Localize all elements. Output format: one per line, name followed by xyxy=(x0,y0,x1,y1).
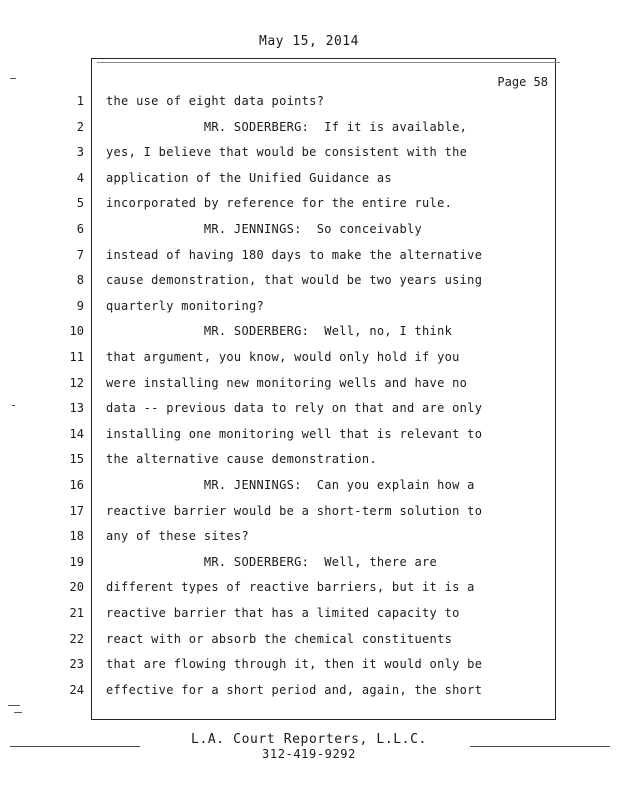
scan-speck xyxy=(14,712,22,713)
transcript-line xyxy=(56,376,556,396)
line-number: 10 xyxy=(69,324,84,339)
transcript-line xyxy=(56,401,556,421)
transcript-line xyxy=(56,683,556,703)
transcript-line xyxy=(56,171,556,191)
line-number: 13 xyxy=(69,401,84,416)
line-text: that are flowing through it, then it would only be xyxy=(106,657,483,672)
line-number: 9 xyxy=(76,298,84,313)
line-number: 11 xyxy=(69,350,84,364)
transcript-line xyxy=(56,606,556,626)
line-text: quarterly monitoring? xyxy=(106,298,265,313)
line-text: MR. SODERBERG: If it is available, xyxy=(106,119,468,134)
transcript-line xyxy=(56,555,556,575)
line-number: 22 xyxy=(69,631,84,646)
line-number: 7 xyxy=(76,247,84,262)
line-text: reactive barrier that has a limited capacity to xyxy=(106,606,460,620)
page-number: Page 58 xyxy=(497,75,548,89)
transcript-line xyxy=(56,196,556,216)
transcript-line xyxy=(56,273,556,293)
transcript-line xyxy=(56,324,556,344)
frame-shadow xyxy=(97,62,560,63)
line-number: 15 xyxy=(69,452,84,467)
transcript-line xyxy=(56,222,556,242)
scan-speck xyxy=(12,405,15,406)
line-text: were installing new monitoring wells and have no xyxy=(106,375,468,390)
line-text: any of these sites? xyxy=(106,529,249,544)
footer-firm: L.A. Court Reporters, L.L.C. xyxy=(191,732,427,747)
line-number: 20 xyxy=(69,580,84,595)
transcript-line xyxy=(56,350,556,370)
line-number: 17 xyxy=(69,503,84,518)
line-text: instead of having 180 days to make the alternative xyxy=(106,247,483,262)
line-text: yes, I believe that would be consistent with the xyxy=(106,145,468,160)
transcript-line xyxy=(56,657,556,677)
line-text: the use of eight data points? xyxy=(106,94,325,108)
transcript-line xyxy=(56,94,556,114)
transcript-line xyxy=(56,632,556,652)
scan-speck xyxy=(8,705,20,706)
line-number: 6 xyxy=(76,222,84,236)
line-text: MR. SODERBERG: Well, there are xyxy=(106,554,438,569)
line-number: 24 xyxy=(69,682,84,697)
transcript-line xyxy=(56,452,556,472)
transcript-line xyxy=(56,248,556,268)
transcript-line xyxy=(56,529,556,549)
line-number: 4 xyxy=(76,170,84,185)
line-number: 12 xyxy=(69,375,84,390)
line-text: the alternative cause demonstration. xyxy=(106,452,377,467)
line-text: MR. SODERBERG: Well, no, I think xyxy=(106,324,453,339)
line-number: 5 xyxy=(76,196,84,211)
line-number: 1 xyxy=(76,94,84,108)
line-text: different types of reactive barriers, but it is a xyxy=(106,580,475,595)
line-number: 19 xyxy=(69,554,84,569)
line-text: incorporated by reference for the entire rule. xyxy=(106,196,453,211)
scan-speck xyxy=(10,78,16,79)
line-number: 3 xyxy=(76,145,84,160)
transcript-line xyxy=(56,299,556,319)
transcript-line xyxy=(56,504,556,524)
transcript-line xyxy=(56,145,556,165)
line-text: reactive barrier would be a short-term solution to xyxy=(106,503,483,518)
line-text: react with or absorb the chemical constituents xyxy=(106,631,453,646)
footer-phone: 312-419-9292 xyxy=(262,747,356,761)
transcript-line xyxy=(56,427,556,447)
line-text: data -- previous data to rely on that and are only xyxy=(106,401,483,416)
line-text: cause demonstration, that would be two years using xyxy=(106,273,483,288)
line-number: 18 xyxy=(69,529,84,544)
line-number: 8 xyxy=(76,273,84,288)
line-text: application of the Unified Guidance as xyxy=(106,170,392,185)
transcript-line xyxy=(56,120,556,140)
line-text: effective for a short period and, again, the short xyxy=(106,682,483,697)
line-number: 23 xyxy=(69,657,84,672)
line-text: MR. JENNINGS: So conceivably xyxy=(106,222,423,236)
line-number: 14 xyxy=(69,426,84,441)
transcript-line xyxy=(56,580,556,600)
line-number: 21 xyxy=(69,606,84,620)
line-number: 2 xyxy=(76,119,84,134)
line-text: installing one monitoring well that is relevant to xyxy=(106,426,483,441)
line-text: that argument, you know, would only hold if you xyxy=(106,350,460,364)
transcript-line xyxy=(56,478,556,498)
line-text: MR. JENNINGS: Can you explain how a xyxy=(106,478,475,492)
header-date: May 15, 2014 xyxy=(259,34,359,49)
line-number: 16 xyxy=(69,478,84,492)
